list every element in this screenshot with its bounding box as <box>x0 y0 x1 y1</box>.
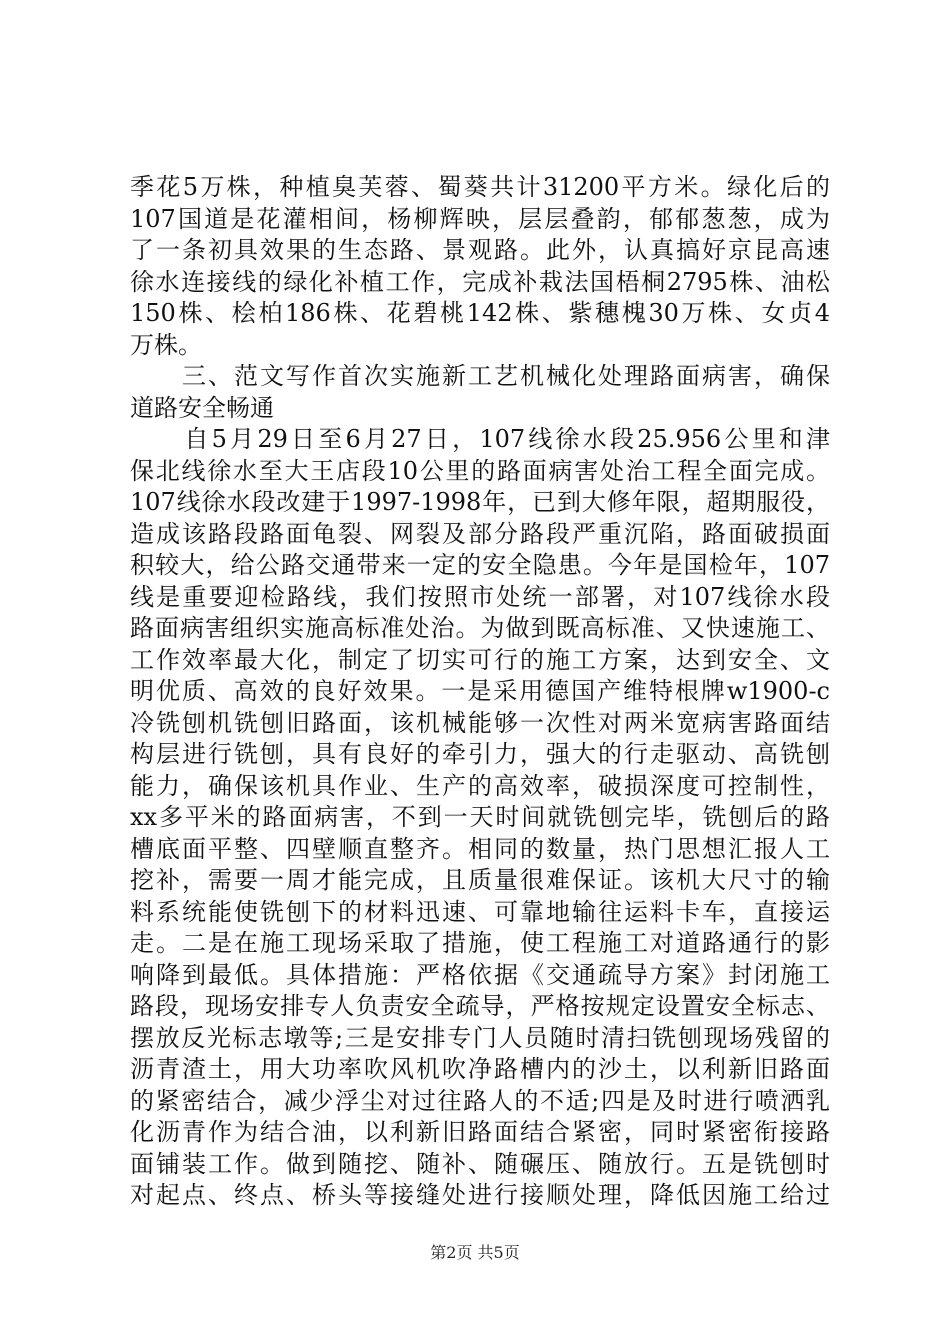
text-line: xx多平米的路面病害，不到一天时间就铣刨完毕，铣刨后的路 <box>130 803 830 831</box>
text-line: 107线徐水段改建于1997-1998年，已到大修年限，超期服役， <box>130 488 830 516</box>
text-line: 构层进行铣刨，具有良好的牵引力，强大的行走驱动、高铣刨 <box>130 740 830 768</box>
text-line: 面铺装工作。做到随挖、随补、随碾压、随放行。五是铣刨时 <box>130 1149 830 1178</box>
text-line: 积较大，给公路交通带来一定的安全隐患。今年是国检年，107 <box>130 551 830 579</box>
text-line: 响降到最低。具体措施：严格依据《交通疏导方案》封闭施工 <box>130 960 830 989</box>
text-line: 料系统能使铣刨下的材料迅速、可靠地输往运料卡车，直接运 <box>130 897 830 926</box>
document-body <box>130 172 830 1212</box>
text-line: 摆放反光标志墩等;三是安排专门人员随时清扫铣刨现场残留的 <box>130 1023 830 1052</box>
section-heading-line: 三、范文写作首次实施新工艺机械化处理路面病害，确保 <box>130 362 830 390</box>
text-line: 槽底面平整、四壁顺直整齐。相同的数量，热门思想汇报人工 <box>130 834 830 863</box>
text-line: 季花5万株，种植臭芙蓉、蜀葵共计31200平方米。绿化后的 <box>130 173 830 201</box>
text-line: 工作效率最大化，制定了切实可行的施工方案，达到安全、文 <box>130 645 830 674</box>
text-line: 冷铣刨机铣刨旧路面，该机械能够一次性对两米宽病害路面结 <box>130 708 830 737</box>
text-line: 了一条初具效果的生态路、景观路。此外，认真搞好京昆高速 <box>130 236 830 264</box>
text-line: 挖补，需要一周才能完成，且质量很难保证。该机大尺寸的输 <box>130 866 830 894</box>
text-line: 路段，现场安排专人负责安全疏导，严格按规定设置安全标志、 <box>130 992 830 1020</box>
text-line: 107国道是花灌相间，杨柳辉映，层层叠韵，郁郁葱葱，成为 <box>130 204 830 233</box>
text-line: 明优质、高效的良好效果。一是采用德国产维特根牌w1900-c <box>130 677 830 705</box>
text-line: 对起点、终点、桥头等接缝处进行接顺处理，降低因施工给过 <box>130 1181 830 1209</box>
text-line: 自5月29日至6月27日，107线徐水段25.956公里和津 <box>130 425 830 453</box>
text-line: 徐水连接线的绿化补植工作，完成补栽法国梧桐2795株、油松 <box>130 267 830 296</box>
text-line: 万株。 <box>130 330 202 359</box>
text-line: 的紧密结合，减少浮尘对过往路人的不适;四是及时进行喷洒乳 <box>130 1086 830 1115</box>
text-line: 化沥青作为结合油，以利新旧路面结合紧密，同时紧密衔接路 <box>130 1118 830 1146</box>
text-line: 150株、桧柏186株、花碧桃142株、紫穗槐30万株、女贞4 <box>130 299 830 327</box>
text-line: 线是重要迎检路线，我们按照市处统一部署，对107线徐水段 <box>130 582 830 611</box>
section-heading-line: 道路安全畅通 <box>130 393 274 422</box>
text-line: 造成该路段路面龟裂、网裂及部分路段严重沉陷，路面破损面 <box>130 519 830 548</box>
text-line: 保北线徐水至大王店段10公里的路面病害处治工程全面完成。 <box>130 456 830 485</box>
text-line: 能力，确保该机具作业、生产的高效率，破损深度可控制性， <box>130 771 830 800</box>
text-line: 路面病害组织实施高标准处治。为做到既高标准、又快速施工、 <box>130 614 830 642</box>
text-line: 沥青渣土，用大功率吹风机吹净路槽内的沙土，以利新旧路面 <box>130 1055 830 1083</box>
page-footer: 第2页 共5页 <box>430 1243 520 1262</box>
text-line: 走。二是在施工现场采取了措施，使工程施工对道路通行的影 <box>130 929 830 957</box>
